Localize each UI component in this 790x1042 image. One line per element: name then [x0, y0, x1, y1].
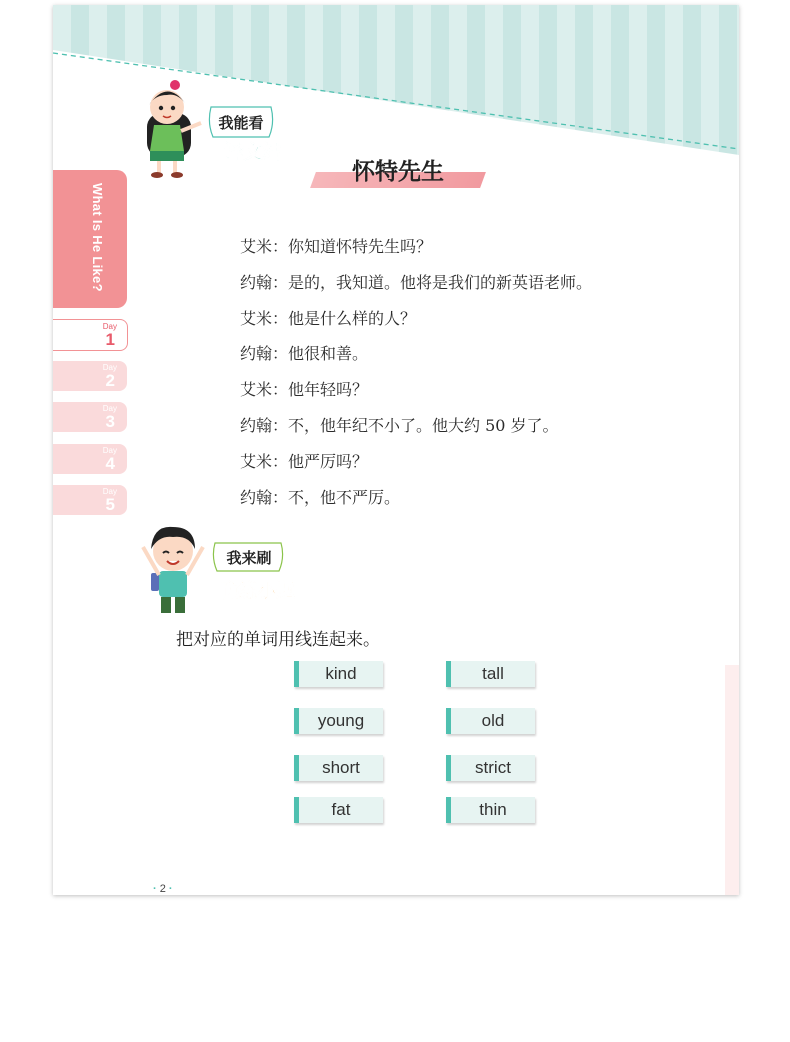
word-card-right[interactable]: old: [446, 708, 535, 734]
boy-mascot-icon: [143, 527, 203, 613]
day-label: Day: [102, 446, 117, 455]
dialog-line: 艾米：他严厉吗？: [240, 451, 369, 471]
word-card-left[interactable]: young: [294, 708, 383, 734]
word-card-left[interactable]: fat: [294, 797, 383, 823]
day-tab-4[interactable]: [53, 444, 127, 474]
right-edge-strip: [725, 665, 739, 895]
badge-top-text: 我能看: [218, 114, 264, 132]
badge-bottom-text: 译文站: [224, 141, 282, 163]
dialog-line: 艾米：他年轻吗？: [240, 380, 369, 400]
title-text: 怀特先生: [352, 159, 444, 185]
page-number-dot: ·: [168, 883, 173, 895]
dialog-line: 艾米：你知道怀特先生吗？: [240, 237, 433, 256]
dialog-block: [240, 229, 592, 515]
word-card-left[interactable]: short: [294, 755, 383, 781]
speech-badge: [209, 107, 281, 163]
day-number: 5: [105, 495, 115, 514]
workbook-page: [53, 5, 739, 895]
day-number: 3: [105, 412, 115, 431]
day-number: 2: [105, 371, 115, 390]
day-number: 4: [105, 454, 115, 473]
exercise-instruction: 把对应的单词用线连起来。: [176, 630, 380, 650]
day-tab-1[interactable]: [53, 319, 128, 351]
page-number-dot: ·: [153, 883, 157, 895]
word-card-right[interactable]: strict: [446, 755, 535, 781]
badge-bottom-text: 晚练小题: [218, 580, 296, 602]
unit-title: What Is He Like?: [90, 183, 105, 292]
girl-mascot-with-badge: [137, 71, 297, 181]
badge-top-text: 我来刷: [226, 549, 272, 567]
dialog-line: 艾米：他是什么样的人？: [240, 308, 417, 328]
section-title: [313, 153, 483, 193]
day-tab-5[interactable]: [53, 485, 127, 515]
speech-badge: [213, 543, 295, 602]
word-card-right[interactable]: tall: [446, 661, 535, 687]
word-card-right[interactable]: thin: [446, 797, 535, 823]
dialog-line: 约翰：是的，我知道。他将是我们的新英语老师。: [240, 272, 593, 292]
word-card-left[interactable]: kind: [294, 661, 383, 687]
day-tab-3[interactable]: [53, 402, 127, 432]
day-label: Day: [102, 404, 117, 413]
page-number-value: 2: [159, 883, 166, 895]
day-tab-2[interactable]: [53, 361, 127, 391]
dialog-line: 约翰：他很和善。: [240, 344, 369, 364]
day-number: 1: [105, 330, 115, 349]
day-label: Day: [102, 363, 117, 372]
boy-mascot-with-badge: [139, 517, 309, 619]
girl-mascot-icon: [147, 80, 201, 178]
page-number: [153, 883, 173, 895]
dialog-line: 约翰：不，他年纪不小了。他大约 50 岁了。: [240, 415, 559, 435]
day-label: Day: [102, 487, 117, 496]
dialog-line: 约翰：不，他不严厉。: [240, 487, 401, 507]
day-label: Day: [102, 322, 117, 331]
